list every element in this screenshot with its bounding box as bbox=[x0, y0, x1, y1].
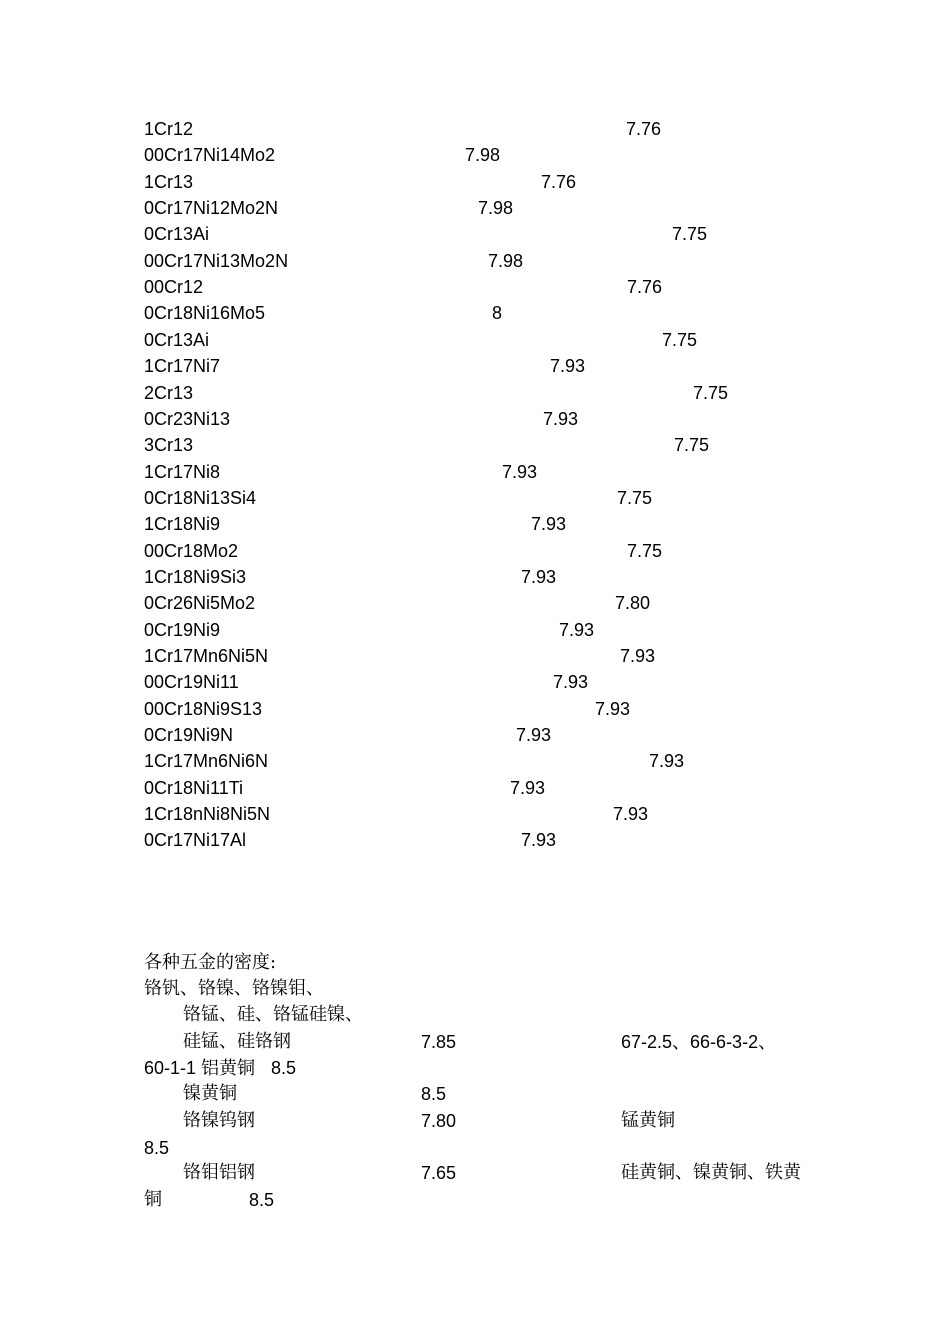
steel-grade: 0Cr19Ni9 bbox=[144, 620, 221, 640]
steel-grade: 0Cr18Ni16Mo5 bbox=[144, 303, 266, 323]
steel-grade: 2Cr13 bbox=[144, 383, 194, 403]
aluminium-brass-density: 8.5 bbox=[271, 1058, 297, 1078]
steel-density: 7.75 bbox=[693, 383, 729, 403]
steel-density: 7.93 bbox=[613, 804, 649, 824]
steel-grade: 0Cr13Ai bbox=[144, 224, 210, 244]
steel-density: 7.75 bbox=[617, 488, 653, 508]
steel-grade: 00Cr18Ni9S13 bbox=[144, 699, 263, 719]
steel-grade: 00Cr17Ni14Mo2 bbox=[144, 145, 276, 165]
cr-ni-w-steel-label: 铬镍钨钢 bbox=[183, 1110, 255, 1131]
steel-density: 7.93 bbox=[510, 778, 546, 798]
steel-grade: 0Cr19Ni9N bbox=[144, 725, 234, 745]
steel-density: 7.75 bbox=[674, 435, 710, 455]
steel-density: 8 bbox=[492, 303, 503, 323]
steel-density: 7.93 bbox=[559, 620, 595, 640]
steel-density: 7.93 bbox=[502, 462, 538, 482]
alloy-list-line-1: 铬钒、铬镍、铬镍钼、 bbox=[144, 978, 324, 999]
steel-grade: 1Cr18Ni9 bbox=[144, 514, 221, 534]
silicon-brass-label-cont: 铜 bbox=[144, 1189, 162, 1210]
steel-density: 7.76 bbox=[541, 172, 577, 192]
alloy-list-line-3: 硅锰、硅铬钢 bbox=[183, 1031, 291, 1052]
steel-grade: 1Cr17Mn6Ni6N bbox=[144, 751, 269, 771]
alloy-steel-density: 7.85 bbox=[421, 1032, 457, 1052]
manganese-brass-density: 8.5 bbox=[144, 1138, 170, 1158]
steel-density: 7.98 bbox=[488, 251, 524, 271]
steel-density: 7.93 bbox=[553, 672, 589, 692]
steel-grade: 0Cr23Ni13 bbox=[144, 409, 231, 429]
silicon-brass-label: 硅黄铜、镍黄铜、铁黄 bbox=[621, 1162, 801, 1183]
steel-grade: 0Cr18Ni11Ti bbox=[144, 778, 244, 798]
brass-grades: 67-2.5、66-6-3-2、 bbox=[621, 1032, 777, 1052]
steel-grade: 0Cr18Ni13Si4 bbox=[144, 488, 257, 508]
manganese-brass-label: 锰黄铜 bbox=[621, 1110, 675, 1131]
cr-mo-al-steel-label: 铬钼铝钢 bbox=[183, 1162, 255, 1183]
steel-grade: 00Cr19Ni11 bbox=[144, 672, 239, 692]
steel-grade: 00Cr17Ni13Mo2N bbox=[144, 251, 289, 271]
steel-density: 7.75 bbox=[662, 330, 698, 350]
steel-density: 7.98 bbox=[465, 145, 501, 165]
steel-density: 7.76 bbox=[627, 277, 663, 297]
steel-density: 7.93 bbox=[516, 725, 552, 745]
steel-grade: 1Cr17Ni7 bbox=[144, 356, 221, 376]
steel-density: 7.75 bbox=[672, 224, 708, 244]
steel-grade: 0Cr26Ni5Mo2 bbox=[144, 593, 256, 613]
aluminium-brass-label: 60-1-1 铝黄铜 bbox=[144, 1058, 256, 1078]
steel-density: 7.93 bbox=[521, 567, 557, 587]
steel-grade: 1Cr17Ni8 bbox=[144, 462, 221, 482]
nickel-brass-density: 8.5 bbox=[421, 1084, 447, 1104]
steel-grade: 1Cr17Mn6Ni5N bbox=[144, 646, 269, 666]
steel-density: 7.93 bbox=[620, 646, 656, 666]
alloy-list-line-2: 铬锰、硅、铬锰硅镍、 bbox=[183, 1004, 363, 1025]
silicon-brass-density: 8.5 bbox=[249, 1190, 275, 1210]
steel-density: 7.93 bbox=[595, 699, 631, 719]
steel-grade: 0Cr13Ai bbox=[144, 330, 210, 350]
steel-density: 7.93 bbox=[543, 409, 579, 429]
nickel-brass-label: 镍黄铜 bbox=[183, 1083, 237, 1104]
steel-density: 7.93 bbox=[649, 751, 685, 771]
steel-density: 7.76 bbox=[626, 119, 662, 139]
steel-grade: 1Cr12 bbox=[144, 119, 194, 139]
steel-grade: 3Cr13 bbox=[144, 435, 194, 455]
steel-density: 7.80 bbox=[615, 593, 651, 613]
steel-density: 7.98 bbox=[478, 198, 514, 218]
steel-grade: 1Cr18nNi8Ni5N bbox=[144, 804, 271, 824]
cr-mo-al-steel-density: 7.65 bbox=[421, 1163, 457, 1183]
steel-grade: 00Cr12 bbox=[144, 277, 204, 297]
steel-grade: 0Cr17Ni17Al bbox=[144, 830, 247, 850]
steel-grade: 1Cr18Ni9Si3 bbox=[144, 567, 247, 587]
steel-density: 7.93 bbox=[531, 514, 567, 534]
steel-grade: 1Cr13 bbox=[144, 172, 194, 192]
steel-density: 7.75 bbox=[627, 541, 663, 561]
steel-density: 7.93 bbox=[550, 356, 586, 376]
cr-ni-w-steel-density: 7.80 bbox=[421, 1111, 457, 1131]
steel-grade: 00Cr18Mo2 bbox=[144, 541, 239, 561]
steel-density: 7.93 bbox=[521, 830, 557, 850]
section-heading: 各种五金的密度: bbox=[144, 952, 277, 973]
steel-grade: 0Cr17Ni12Mo2N bbox=[144, 198, 279, 218]
